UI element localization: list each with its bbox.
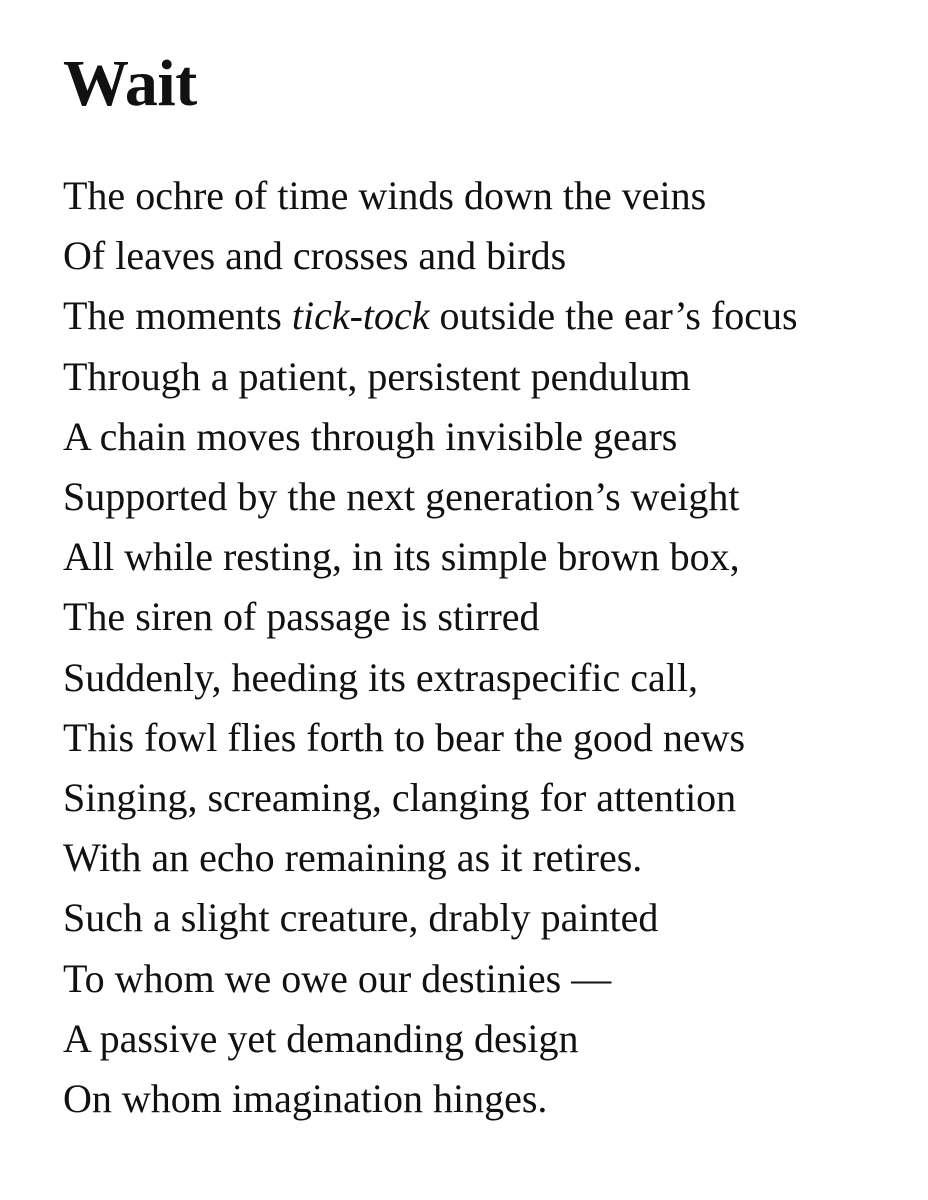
poem-line-text: The moments xyxy=(63,293,292,339)
poem-line: A chain moves through invisible gears xyxy=(63,413,678,459)
poem-line xyxy=(63,286,903,346)
poem-line: All while resting, in its simple brown box, xyxy=(63,534,740,580)
poem-line: This fowl flies forth to bear the good news xyxy=(63,714,746,760)
poem-line-text: outside the ear’s focus xyxy=(429,293,798,339)
poem-body xyxy=(63,166,903,1129)
poem-line: With an echo remaining as it retires. xyxy=(63,835,643,881)
poem-line: The ochre of time winds down the veins xyxy=(63,173,707,218)
poem-line: To whom we owe our destinies — xyxy=(63,955,612,1001)
poem-line-italic-text: tick-tock xyxy=(291,293,430,339)
poem-line: Singing, screaming, clanging for attention xyxy=(63,775,737,821)
poem-line: The siren of passage is stirred xyxy=(63,594,540,640)
poem xyxy=(63,44,903,1129)
poem-line: Supported by the next generation’s weight xyxy=(63,474,740,520)
poem-line: Such a slight creature, drably painted xyxy=(63,895,659,941)
poem-line: Of leaves and crosses and birds xyxy=(63,233,567,279)
poem-title: Wait xyxy=(63,47,197,120)
poem-line: A passive yet demanding design xyxy=(63,1015,579,1061)
poem-line: Through a patient, persistent pendulum xyxy=(63,353,691,399)
poem-line: Suddenly, heeding its extraspecific call, xyxy=(63,654,698,700)
poem-line: On whom imagination hinges. xyxy=(63,1076,548,1122)
